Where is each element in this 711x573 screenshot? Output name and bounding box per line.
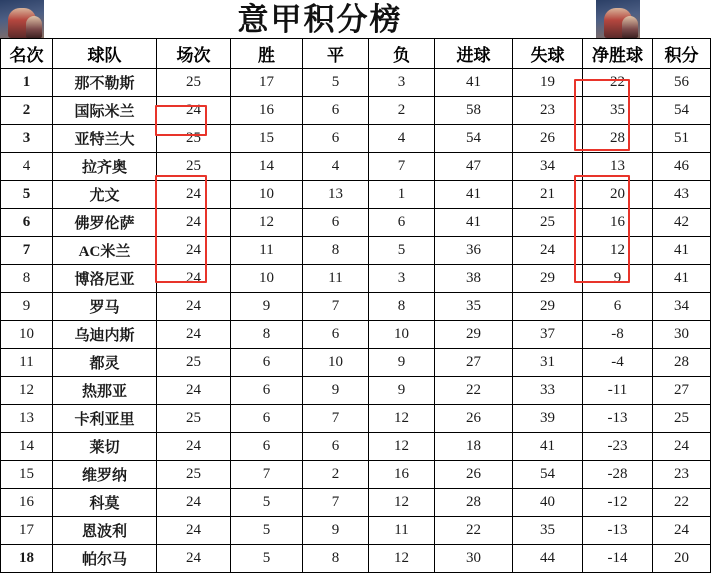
cell-goal-diff: 13 — [583, 153, 653, 181]
cell-draw: 6 — [303, 97, 369, 125]
cell-team: 罗马 — [53, 293, 157, 321]
cell-goals-for: 22 — [435, 517, 513, 545]
column-header-goal-diff: 净胜球 — [583, 39, 653, 69]
cell-played: 25 — [157, 405, 231, 433]
cell-goal-diff: 35 — [583, 97, 653, 125]
cell-points: 20 — [653, 545, 711, 573]
cell-goals-against: 41 — [513, 433, 583, 461]
cell-points: 34 — [653, 293, 711, 321]
cell-team: 亚特兰大 — [53, 125, 157, 153]
cell-draw: 13 — [303, 181, 369, 209]
cell-loss: 7 — [369, 153, 435, 181]
cell-team: 莱切 — [53, 433, 157, 461]
cell-played: 24 — [157, 489, 231, 517]
cell-played: 25 — [157, 69, 231, 97]
cell-goal-diff: -28 — [583, 461, 653, 489]
table-row[interactable] — [1, 461, 711, 489]
cell-win: 6 — [231, 377, 303, 405]
cell-goals-against: 31 — [513, 349, 583, 377]
cell-goals-against: 40 — [513, 489, 583, 517]
cell-points: 25 — [653, 405, 711, 433]
column-header-rank: 名次 — [1, 39, 53, 69]
cell-goals-against: 35 — [513, 517, 583, 545]
cell-rank: 6 — [1, 209, 53, 237]
cell-loss: 11 — [369, 517, 435, 545]
table-row[interactable] — [1, 69, 711, 97]
cell-win: 5 — [231, 517, 303, 545]
cell-played: 25 — [157, 153, 231, 181]
cell-points: 46 — [653, 153, 711, 181]
cell-goals-against: 54 — [513, 461, 583, 489]
cell-goals-for: 30 — [435, 545, 513, 573]
cell-goals-against: 23 — [513, 97, 583, 125]
table-row[interactable] — [1, 125, 711, 153]
cell-points: 43 — [653, 181, 711, 209]
cell-rank: 9 — [1, 293, 53, 321]
cell-goal-diff: -13 — [583, 405, 653, 433]
cell-rank: 18 — [1, 545, 53, 573]
table-body — [1, 69, 711, 573]
cell-played: 24 — [157, 545, 231, 573]
cell-goals-against: 39 — [513, 405, 583, 433]
cell-rank: 13 — [1, 405, 53, 433]
cell-win: 6 — [231, 433, 303, 461]
table-row[interactable] — [1, 489, 711, 517]
page-banner — [0, 0, 640, 38]
cell-goal-diff: -12 — [583, 489, 653, 517]
cell-goals-against: 26 — [513, 125, 583, 153]
cell-points: 22 — [653, 489, 711, 517]
table-row[interactable] — [1, 237, 711, 265]
cell-goal-diff: 22 — [583, 69, 653, 97]
cell-played: 24 — [157, 209, 231, 237]
table-row[interactable] — [1, 517, 711, 545]
cell-goal-diff: -13 — [583, 517, 653, 545]
cell-points: 42 — [653, 209, 711, 237]
column-header-played: 场次 — [157, 39, 231, 69]
cell-loss: 8 — [369, 293, 435, 321]
cell-goal-diff: -23 — [583, 433, 653, 461]
cell-goals-for: 22 — [435, 377, 513, 405]
cell-win: 9 — [231, 293, 303, 321]
cell-draw: 8 — [303, 545, 369, 573]
table-row[interactable] — [1, 209, 711, 237]
cell-goals-against: 29 — [513, 293, 583, 321]
cell-win: 6 — [231, 405, 303, 433]
cell-goal-diff: 9 — [583, 265, 653, 293]
cell-goal-diff: 12 — [583, 237, 653, 265]
cell-goals-for: 35 — [435, 293, 513, 321]
cell-points: 28 — [653, 349, 711, 377]
cell-goals-against: 37 — [513, 321, 583, 349]
cell-team: 拉齐奥 — [53, 153, 157, 181]
cell-played: 24 — [157, 265, 231, 293]
cell-draw: 10 — [303, 349, 369, 377]
cell-played: 24 — [157, 97, 231, 125]
cell-goals-for: 47 — [435, 153, 513, 181]
cell-played: 25 — [157, 125, 231, 153]
table-row[interactable] — [1, 349, 711, 377]
cell-win: 14 — [231, 153, 303, 181]
cell-team: 恩波利 — [53, 517, 157, 545]
cell-rank: 11 — [1, 349, 53, 377]
cell-goals-for: 26 — [435, 461, 513, 489]
cell-loss: 3 — [369, 69, 435, 97]
cell-draw: 9 — [303, 377, 369, 405]
banner-right-photo-figure-2 — [622, 16, 638, 38]
cell-goals-for: 41 — [435, 209, 513, 237]
cell-loss: 5 — [369, 237, 435, 265]
cell-draw: 8 — [303, 237, 369, 265]
cell-played: 24 — [157, 181, 231, 209]
cell-team: 那不勒斯 — [53, 69, 157, 97]
cell-loss: 12 — [369, 545, 435, 573]
cell-points: 30 — [653, 321, 711, 349]
cell-draw: 2 — [303, 461, 369, 489]
cell-goals-against: 44 — [513, 545, 583, 573]
cell-goals-for: 29 — [435, 321, 513, 349]
cell-goals-against: 25 — [513, 209, 583, 237]
cell-draw: 6 — [303, 209, 369, 237]
cell-goals-for: 26 — [435, 405, 513, 433]
cell-loss: 2 — [369, 97, 435, 125]
cell-win: 15 — [231, 125, 303, 153]
cell-rank: 5 — [1, 181, 53, 209]
cell-loss: 10 — [369, 321, 435, 349]
cell-loss: 1 — [369, 181, 435, 209]
cell-win: 12 — [231, 209, 303, 237]
cell-points: 41 — [653, 237, 711, 265]
cell-rank: 3 — [1, 125, 53, 153]
cell-played: 24 — [157, 321, 231, 349]
cell-loss: 6 — [369, 209, 435, 237]
cell-goals-for: 36 — [435, 237, 513, 265]
column-header-team: 球队 — [53, 39, 157, 69]
cell-points: 24 — [653, 517, 711, 545]
cell-draw: 6 — [303, 433, 369, 461]
cell-win: 16 — [231, 97, 303, 125]
cell-goals-against: 24 — [513, 237, 583, 265]
cell-team: 国际米兰 — [53, 97, 157, 125]
column-header-win: 胜 — [231, 39, 303, 69]
cell-goal-diff: 28 — [583, 125, 653, 153]
cell-goals-for: 58 — [435, 97, 513, 125]
cell-win: 10 — [231, 265, 303, 293]
cell-goals-against: 34 — [513, 153, 583, 181]
cell-loss: 12 — [369, 433, 435, 461]
cell-loss: 12 — [369, 405, 435, 433]
column-header-draw: 平 — [303, 39, 369, 69]
cell-loss: 12 — [369, 489, 435, 517]
cell-win: 10 — [231, 181, 303, 209]
cell-win: 7 — [231, 461, 303, 489]
cell-team: AC米兰 — [53, 237, 157, 265]
cell-loss: 9 — [369, 377, 435, 405]
cell-played: 24 — [157, 237, 231, 265]
cell-goals-against: 21 — [513, 181, 583, 209]
table-row[interactable] — [1, 293, 711, 321]
column-header-goals-for: 进球 — [435, 39, 513, 69]
table-row[interactable] — [1, 405, 711, 433]
cell-goals-for: 41 — [435, 181, 513, 209]
cell-team: 科莫 — [53, 489, 157, 517]
table-header-row — [1, 39, 711, 69]
cell-rank: 15 — [1, 461, 53, 489]
table-row[interactable] — [1, 265, 711, 293]
cell-rank: 12 — [1, 377, 53, 405]
cell-loss: 16 — [369, 461, 435, 489]
cell-team: 帕尔马 — [53, 545, 157, 573]
cell-team: 博洛尼亚 — [53, 265, 157, 293]
cell-played: 25 — [157, 461, 231, 489]
cell-rank: 2 — [1, 97, 53, 125]
cell-rank: 10 — [1, 321, 53, 349]
cell-goals-against: 19 — [513, 69, 583, 97]
cell-goals-for: 27 — [435, 349, 513, 377]
cell-rank: 7 — [1, 237, 53, 265]
cell-draw: 6 — [303, 321, 369, 349]
cell-goals-against: 33 — [513, 377, 583, 405]
cell-team: 佛罗伦萨 — [53, 209, 157, 237]
cell-goal-diff: -14 — [583, 545, 653, 573]
cell-goals-for: 18 — [435, 433, 513, 461]
cell-loss: 3 — [369, 265, 435, 293]
cell-win: 11 — [231, 237, 303, 265]
cell-team: 尤文 — [53, 181, 157, 209]
cell-points: 56 — [653, 69, 711, 97]
cell-draw: 7 — [303, 489, 369, 517]
cell-rank: 14 — [1, 433, 53, 461]
table-row[interactable] — [1, 321, 711, 349]
cell-points: 54 — [653, 97, 711, 125]
cell-goal-diff: -8 — [583, 321, 653, 349]
table-row[interactable] — [1, 97, 711, 125]
cell-win: 6 — [231, 349, 303, 377]
cell-win: 17 — [231, 69, 303, 97]
cell-goals-for: 41 — [435, 69, 513, 97]
cell-goals-against: 29 — [513, 265, 583, 293]
cell-played: 25 — [157, 349, 231, 377]
cell-draw: 6 — [303, 125, 369, 153]
cell-points: 27 — [653, 377, 711, 405]
cell-points: 24 — [653, 433, 711, 461]
cell-win: 5 — [231, 545, 303, 573]
cell-goal-diff: -4 — [583, 349, 653, 377]
cell-played: 24 — [157, 433, 231, 461]
cell-draw: 5 — [303, 69, 369, 97]
cell-draw: 4 — [303, 153, 369, 181]
cell-rank: 1 — [1, 69, 53, 97]
standings-table — [0, 38, 711, 573]
cell-win: 8 — [231, 321, 303, 349]
page-title: 意甲积分榜 — [237, 2, 403, 37]
cell-draw: 9 — [303, 517, 369, 545]
cell-rank: 8 — [1, 265, 53, 293]
table-row[interactable] — [1, 181, 711, 209]
cell-points: 41 — [653, 265, 711, 293]
cell-rank: 16 — [1, 489, 53, 517]
table-row[interactable] — [1, 153, 711, 181]
cell-team: 乌迪内斯 — [53, 321, 157, 349]
table-row[interactable] — [1, 377, 711, 405]
cell-team: 都灵 — [53, 349, 157, 377]
cell-goals-for: 54 — [435, 125, 513, 153]
column-header-loss: 负 — [369, 39, 435, 69]
table-row[interactable] — [1, 433, 711, 461]
column-header-goals-against: 失球 — [513, 39, 583, 69]
cell-rank: 17 — [1, 517, 53, 545]
cell-played: 24 — [157, 293, 231, 321]
cell-goal-diff: 16 — [583, 209, 653, 237]
cell-points: 23 — [653, 461, 711, 489]
cell-goals-for: 38 — [435, 265, 513, 293]
cell-win: 5 — [231, 489, 303, 517]
cell-goal-diff: 6 — [583, 293, 653, 321]
cell-goal-diff: -11 — [583, 377, 653, 405]
table-row[interactable] — [1, 545, 711, 573]
cell-loss: 9 — [369, 349, 435, 377]
cell-goal-diff: 20 — [583, 181, 653, 209]
cell-draw: 11 — [303, 265, 369, 293]
cell-draw: 7 — [303, 293, 369, 321]
cell-draw: 7 — [303, 405, 369, 433]
cell-played: 24 — [157, 517, 231, 545]
cell-team: 维罗纳 — [53, 461, 157, 489]
cell-played: 24 — [157, 377, 231, 405]
cell-points: 51 — [653, 125, 711, 153]
cell-loss: 4 — [369, 125, 435, 153]
banner-right-photo — [596, 0, 640, 38]
cell-team: 热那亚 — [53, 377, 157, 405]
cell-rank: 4 — [1, 153, 53, 181]
cell-team: 卡利亚里 — [53, 405, 157, 433]
cell-goals-for: 28 — [435, 489, 513, 517]
column-header-points: 积分 — [653, 39, 711, 69]
